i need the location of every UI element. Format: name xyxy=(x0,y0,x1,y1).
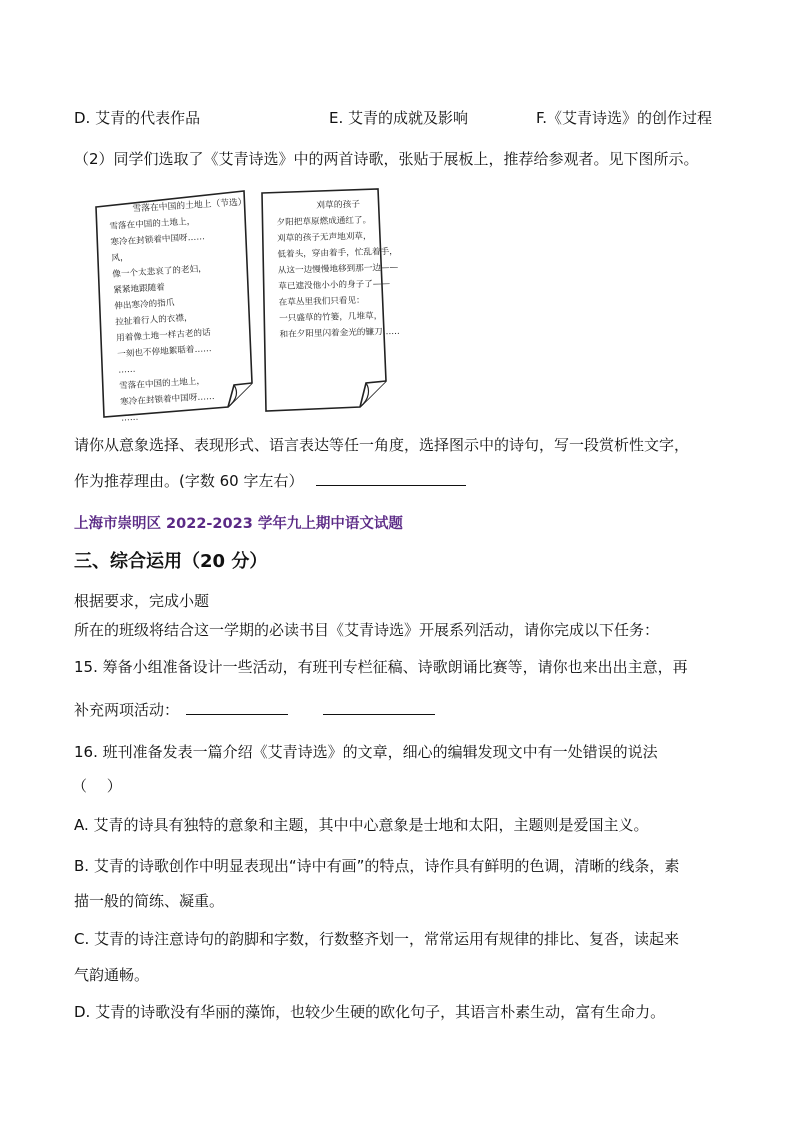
poem-1-line: 雪落在中国的土地上， xyxy=(109,216,196,232)
question-2-intro: （2）同学们选取了《艾青诗选》中的两首诗歌，张贴于展板上，推荐给参观者。见下图所示。 xyxy=(74,150,699,168)
poem-illustration xyxy=(90,185,400,425)
poem-1-line: 像一个太悲哀了的老妇， xyxy=(112,264,208,280)
activity-blank-2[interactable] xyxy=(323,699,435,715)
section-title: 三、综合运用（20 分） xyxy=(74,551,268,572)
answer-blank[interactable] xyxy=(316,470,466,486)
section-subtitle: 根据要求，完成小题 xyxy=(74,592,210,610)
option-d: D. 艾青的代表作品 xyxy=(74,109,201,127)
poem-1-line: 寒冷在封锁着中国呀…… xyxy=(119,391,215,408)
instruction-text: 作为推荐理由。(字数 60 字左右） xyxy=(74,472,304,490)
poem-1-line: 拉扯着行人的衣襟， xyxy=(115,313,193,328)
poem-2-line: 和在夕阳里闪着金光的镰刀…… xyxy=(279,326,400,340)
question-16-line-1: 16. 班刊准备发表一篇介绍《艾青诗选》的文章，细心的编辑发现文中有一处错误的说法 xyxy=(74,743,658,761)
poem-1-line: …… xyxy=(117,364,136,376)
instruction-line-1: 请你从意象选择、表现形式、语言表达等任一角度，选择图示中的诗句，写一段赏析性文字， xyxy=(74,436,690,454)
option-16-d: D. 艾青的诗歌没有华丽的藻饰，也较少生硬的欧化句子，其语言朴素生动，富有生命力。 xyxy=(74,1003,666,1021)
question-15-line-2 xyxy=(74,699,435,721)
poem-2-line: 夕阳把草原燃成通红了。 xyxy=(276,215,372,228)
option-f: F.《艾青诗选》的创作过程 xyxy=(536,109,712,127)
poem-1-line: 寒冷在封锁着中国呀…… xyxy=(110,232,206,248)
poem-2-line: 从这一边慢慢地移到那一边—— xyxy=(277,262,399,276)
poem-1-line: 风， xyxy=(111,252,129,264)
activity-blank-1[interactable] xyxy=(186,699,288,715)
poem-2-line: 刈草的孩子无声地刈草， xyxy=(276,231,372,244)
poem-2-line: 低着头，穿由着手，忙乱着手， xyxy=(277,246,398,260)
option-16-b-line-1: B. 艾青的诗歌创作中明显表现出“诗中有画”的特点，诗作具有鲜明的色调，清晰的线条，素 xyxy=(74,857,680,875)
option-16-b-line-2: 描一般的简练、凝重。 xyxy=(74,892,225,910)
poem-2-text xyxy=(276,196,400,343)
option-16-a: A. 艾青的诗具有独特的意象和主题，其中中心意象是士地和太阳，主题则是爱国主义。 xyxy=(74,816,649,834)
poem-1-line: 雪落在中国的土地上， xyxy=(118,376,206,392)
question-16-paren: （ ） xyxy=(72,777,122,795)
option-16-c-line-1: C. 艾青的诗注意诗句的韵脚和字数，行数整齐划一，常常运用有规律的排比、复沓，读起来 xyxy=(74,930,680,948)
poem-2-line: 草已遮没他小小的身子了—— xyxy=(278,279,391,292)
poem-1-line: …… xyxy=(120,412,139,424)
poem-1-text xyxy=(108,195,260,427)
poem-2-line: 一只盛草的竹篓，几堆草， xyxy=(279,311,383,324)
poem-1-line: 紧紧地跟随着 xyxy=(113,282,166,296)
question-15-line-1: 15. 筹备小组准备设计一些活动，有班刊专栏征稿、诗歌朗诵比赛等，请你也来出出主意，再 xyxy=(74,658,688,676)
instruction-line-2 xyxy=(74,470,466,492)
poem-2-title: 刈草的孩子 xyxy=(316,199,361,211)
option-16-c-line-2: 气韵通畅。 xyxy=(74,966,150,984)
poem-1-title: 雪落在中国的土地上（节选） xyxy=(132,197,247,215)
source-label: 上海市崇明区 2022-2023 学年九上期中语文试题 xyxy=(74,516,403,532)
poem-1-line: 一刻也不停地絮聒着…… xyxy=(116,343,212,360)
context-text: 所在的班级将结合这一学期的必读书目《艾青诗选》开展系列活动，请你完成以下任务： xyxy=(74,621,660,639)
poem-1-line: 用着像土地一样古老的话 xyxy=(115,327,211,344)
question-15-text: 补充两项活动： xyxy=(74,701,180,719)
poem-2-line: 在草丛里我们只看见： xyxy=(278,295,365,308)
poem-1-line: 伸出寒冷的指爪 xyxy=(114,298,175,312)
option-e: E. 艾青的成就及影响 xyxy=(329,109,469,127)
